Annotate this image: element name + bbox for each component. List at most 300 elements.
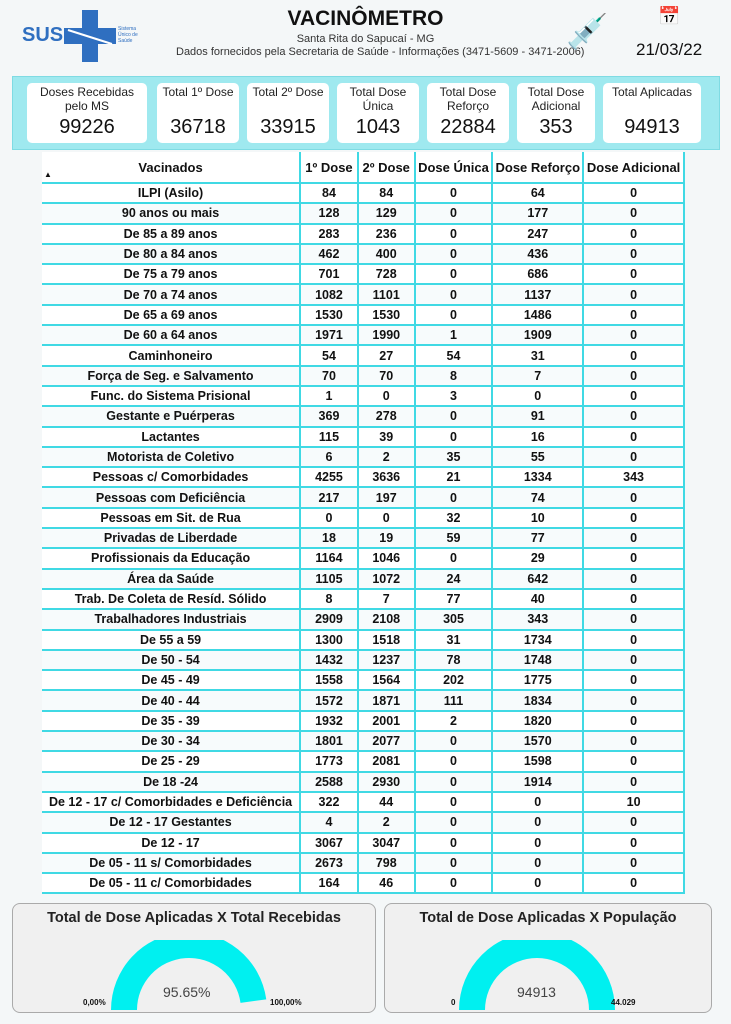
table-cell: 1834 (492, 690, 583, 710)
table-cell: 197 (358, 487, 415, 507)
table-cell: 0 (415, 873, 493, 893)
table-cell: 1082 (300, 284, 358, 304)
table-cell: 0 (583, 731, 684, 751)
row-label: Trab. De Coleta de Resíd. Sólido (42, 589, 300, 609)
table-cell: 44 (358, 792, 415, 812)
summary-card (603, 83, 701, 143)
summary-cards (12, 76, 720, 150)
table-cell: 24 (415, 569, 493, 589)
table-cell: 0 (415, 305, 493, 325)
card-value: 94913 (624, 116, 680, 138)
table-cell: 18 (300, 528, 358, 548)
table-cell: 46 (358, 873, 415, 893)
table-row (42, 264, 684, 284)
table-row (42, 224, 684, 244)
table-row (42, 609, 684, 629)
table-cell: 0 (415, 427, 493, 447)
table-cell: 2077 (358, 731, 415, 751)
table-cell: 1773 (300, 751, 358, 771)
table-cell: 1334 (492, 467, 583, 487)
location: Santa Rita do Sapucaí - MG (296, 33, 435, 45)
table-cell: 177 (492, 203, 583, 223)
table-cell: 0 (583, 508, 684, 528)
table-cell: 217 (300, 487, 358, 507)
table-cell: 343 (583, 467, 684, 487)
gauge-value: 94913 (517, 984, 556, 1000)
table-cell: 39 (358, 427, 415, 447)
table-cell: 2 (358, 447, 415, 467)
column-label: Dose Única (418, 159, 489, 175)
table-row (42, 873, 684, 893)
row-label: Pessoas com Deficiência (42, 487, 300, 507)
summary-card (517, 83, 595, 143)
table-cell: 0 (300, 508, 358, 528)
table-cell: 1564 (358, 670, 415, 690)
column-label: 2º Dose (362, 159, 410, 175)
table-cell: 8 (300, 589, 358, 609)
table-cell: 3047 (358, 833, 415, 853)
table-cell: 35 (415, 447, 493, 467)
table-cell: 436 (492, 244, 583, 264)
table-cell: 343 (492, 609, 583, 629)
row-label: Força de Seg. e Salvamento (42, 366, 300, 386)
date: 21/03/22 (636, 40, 703, 59)
table-cell: 40 (492, 589, 583, 609)
table-cell: 54 (300, 345, 358, 365)
row-label: De 75 a 79 anos (42, 264, 300, 284)
row-label: 90 anos ou mais (42, 203, 300, 223)
table-row (42, 487, 684, 507)
table-cell: 1801 (300, 731, 358, 751)
table-row (42, 690, 684, 710)
table-cell: 10 (492, 508, 583, 528)
row-label: De 40 - 44 (42, 690, 300, 710)
card-label: Doses Recebidas pelo MS (39, 85, 135, 113)
summary-card (157, 83, 239, 143)
table-cell: 0 (492, 833, 583, 853)
row-label: ILPI (Asilo) (42, 183, 300, 203)
row-label: De 70 a 74 anos (42, 284, 300, 304)
table-row (42, 731, 684, 751)
table-row (42, 447, 684, 467)
card-label: Total Dose Adicional (527, 85, 585, 113)
table-cell: 0 (583, 224, 684, 244)
card-label: Total 2º Dose (252, 85, 324, 99)
row-label: De 12 - 17 (42, 833, 300, 853)
table-cell: 1105 (300, 569, 358, 589)
table-cell: 2 (415, 711, 493, 731)
column-label: 1º Dose (305, 159, 353, 175)
table-row (42, 630, 684, 650)
table-cell: 111 (415, 690, 493, 710)
table-cell: 1570 (492, 731, 583, 751)
summary-card (247, 83, 329, 143)
table-cell: 283 (300, 224, 358, 244)
table-row (42, 345, 684, 365)
table-cell: 1748 (492, 650, 583, 670)
table-cell: 0 (415, 203, 493, 223)
table-cell: 642 (492, 569, 583, 589)
table-cell: 2001 (358, 711, 415, 731)
table-cell: 0 (583, 447, 684, 467)
table-cell: 70 (300, 366, 358, 386)
table-row (42, 406, 684, 426)
table-cell: 0 (583, 203, 684, 223)
card-value: 99226 (59, 116, 115, 138)
table-cell: 0 (415, 812, 493, 832)
table-row (42, 812, 684, 832)
table-cell: 0 (415, 264, 493, 284)
card-value: 33915 (260, 116, 316, 138)
table-cell: 2 (358, 812, 415, 832)
row-label: Motorista de Coletivo (42, 447, 300, 467)
gauge-population (457, 940, 617, 1012)
table-cell: 84 (300, 183, 358, 203)
table-cell: 1572 (300, 690, 358, 710)
table-cell: 1101 (358, 284, 415, 304)
table-cell: 3636 (358, 467, 415, 487)
card-label: Total Aplicadas (611, 85, 693, 99)
table-row (42, 569, 684, 589)
table-cell: 31 (415, 630, 493, 650)
table-row (42, 386, 684, 406)
column-label: Vacinados (138, 159, 203, 175)
table-cell: 0 (415, 244, 493, 264)
row-label: De 18 -24 (42, 772, 300, 792)
table-cell: 1072 (358, 569, 415, 589)
table-cell: 2930 (358, 772, 415, 792)
column-header[interactable] (42, 152, 300, 183)
table-cell: 1598 (492, 751, 583, 771)
table-cell: 1164 (300, 548, 358, 568)
card-label: Total 1º Dose (162, 85, 234, 99)
table-cell: 29 (492, 548, 583, 568)
row-label: Profissionais da Educação (42, 548, 300, 568)
row-label: De 45 - 49 (42, 670, 300, 690)
table-cell: 27 (358, 345, 415, 365)
gauge-min: 0,00% (83, 998, 106, 1007)
table-cell: 400 (358, 244, 415, 264)
table-cell: 59 (415, 528, 493, 548)
row-label: Caminhoneiro (42, 345, 300, 365)
card-value: 22884 (440, 116, 496, 138)
table-cell: 1909 (492, 325, 583, 345)
table-cell: 0 (583, 345, 684, 365)
table-cell: 686 (492, 264, 583, 284)
table-cell: 0 (583, 751, 684, 771)
table-cell: 0 (415, 792, 493, 812)
table-cell: 0 (583, 528, 684, 548)
row-label: De 05 - 11 c/ Comorbidades (42, 873, 300, 893)
table-row (42, 751, 684, 771)
summary-card (337, 83, 419, 143)
table-cell: 4255 (300, 467, 358, 487)
table-cell: 0 (583, 609, 684, 629)
table-cell: 0 (415, 183, 493, 203)
table-cell: 0 (415, 772, 493, 792)
table-cell: 128 (300, 203, 358, 223)
row-label: De 35 - 39 (42, 711, 300, 731)
table-cell: 0 (415, 731, 493, 751)
table-row (42, 772, 684, 792)
row-label: De 12 - 17 c/ Comorbidades e Deficiência (42, 792, 300, 812)
table-cell: 164 (300, 873, 358, 893)
table-cell: 0 (415, 224, 493, 244)
table-cell: 64 (492, 183, 583, 203)
table-row (42, 203, 684, 223)
table-cell: 0 (358, 386, 415, 406)
table-cell: 74 (492, 487, 583, 507)
row-label: Pessoas em Sit. de Rua (42, 508, 300, 528)
table-cell: 1530 (300, 305, 358, 325)
table-cell: 1871 (358, 690, 415, 710)
column-label: Dose Adicional (586, 159, 681, 175)
table-cell: 0 (415, 284, 493, 304)
syringe-virus-icon: 💉 (566, 13, 609, 51)
table-cell: 0 (492, 873, 583, 893)
table-cell: 6 (300, 447, 358, 467)
card-value: 1043 (355, 116, 401, 138)
table-cell: 0 (583, 366, 684, 386)
table-cell: 0 (492, 386, 583, 406)
table-cell: 16 (492, 427, 583, 447)
table-cell: 91 (492, 406, 583, 426)
table-cell: 0 (583, 548, 684, 568)
gauge-title: Total de Dose Aplicadas X Total Recebidas (47, 910, 341, 926)
table-cell: 84 (358, 183, 415, 203)
table-cell: 2108 (358, 609, 415, 629)
table-cell: 0 (415, 833, 493, 853)
row-label: De 05 - 11 s/ Comorbidades (42, 853, 300, 873)
gauge-max: 44.029 (611, 998, 636, 1007)
card-value: 353 (539, 116, 573, 138)
table-cell: 1518 (358, 630, 415, 650)
vaccination-table (42, 152, 685, 894)
row-label: Lactantes (42, 427, 300, 447)
table-cell: 1820 (492, 711, 583, 731)
table-cell: 19 (358, 528, 415, 548)
column-header[interactable] (300, 152, 358, 183)
table-cell: 0 (583, 244, 684, 264)
row-label: Área da Saúde (42, 569, 300, 589)
table-cell: 2673 (300, 853, 358, 873)
row-label: Privadas de Liberdade (42, 528, 300, 548)
row-label: Gestante e Puérperas (42, 406, 300, 426)
table-row (42, 325, 684, 345)
row-label: De 25 - 29 (42, 751, 300, 771)
table-cell: 32 (415, 508, 493, 528)
table-cell: 0 (583, 812, 684, 832)
table-cell: 247 (492, 224, 583, 244)
column-header[interactable] (415, 152, 493, 183)
card-label: Total Dose Única (349, 85, 407, 113)
column-header[interactable] (358, 152, 415, 183)
page-title: VACINÔMETRO (287, 7, 444, 30)
table-cell: 0 (583, 427, 684, 447)
row-label: De 65 a 69 anos (42, 305, 300, 325)
table-cell: 0 (583, 325, 684, 345)
row-label: De 60 a 64 anos (42, 325, 300, 345)
table-cell: 1300 (300, 630, 358, 650)
table-cell: 1990 (358, 325, 415, 345)
table-cell: 0 (583, 589, 684, 609)
table-cell: 0 (415, 406, 493, 426)
sus-logo: SUS Sistema Único de Saúde (22, 10, 142, 62)
table-cell: 3067 (300, 833, 358, 853)
table-cell: 0 (583, 873, 684, 893)
table-cell: 0 (583, 386, 684, 406)
table-cell: 1914 (492, 772, 583, 792)
table-cell: 0 (583, 569, 684, 589)
table-cell: 21 (415, 467, 493, 487)
table-row (42, 528, 684, 548)
gauge-panel-received (12, 903, 376, 1013)
table-cell: 115 (300, 427, 358, 447)
data-source: Dados fornecidos pela Secretaria de Saúde - Informações (3471-5609 - 3471-2006) (176, 46, 585, 58)
table-cell: 1432 (300, 650, 358, 670)
table-cell: 798 (358, 853, 415, 873)
table-cell: 0 (583, 406, 684, 426)
table-cell: 55 (492, 447, 583, 467)
card-value: 36718 (170, 116, 226, 138)
table-cell: 0 (583, 711, 684, 731)
card-label: Total Dose Reforço (439, 85, 497, 113)
row-label: De 50 - 54 (42, 650, 300, 670)
table-cell: 1486 (492, 305, 583, 325)
table-cell: 7 (492, 366, 583, 386)
row-label: Trabalhadores Industriais (42, 609, 300, 629)
table-cell: 0 (583, 284, 684, 304)
table-cell: 0 (583, 853, 684, 873)
table-row (42, 670, 684, 690)
gauge-title: Total de Dose Aplicadas X População (419, 910, 677, 926)
table-cell: 0 (583, 305, 684, 325)
table-cell: 0 (492, 853, 583, 873)
row-label: Pessoas c/ Comorbidades (42, 467, 300, 487)
table-cell: 2081 (358, 751, 415, 771)
column-header[interactable] (492, 152, 583, 183)
table-row (42, 589, 684, 609)
table-cell: 0 (583, 650, 684, 670)
gauge-panel-population (384, 903, 712, 1013)
table-cell: 1530 (358, 305, 415, 325)
table-cell: 0 (583, 264, 684, 284)
table-cell: 2909 (300, 609, 358, 629)
table-cell: 0 (415, 853, 493, 873)
gauge-min: 0 (451, 998, 456, 1007)
calendar-icon: 📅 (658, 6, 681, 26)
row-label: De 12 - 17 Gestantes (42, 812, 300, 832)
table-cell: 0 (358, 508, 415, 528)
table-cell: 1734 (492, 630, 583, 650)
table-cell: 7 (358, 589, 415, 609)
row-label: Func. do Sistema Prisional (42, 386, 300, 406)
table-cell: 70 (358, 366, 415, 386)
table-row (42, 427, 684, 447)
table-cell: 0 (492, 812, 583, 832)
table-cell: 236 (358, 224, 415, 244)
gauge-value: 95.65% (163, 984, 211, 1000)
table-cell: 0 (583, 487, 684, 507)
table-cell: 278 (358, 406, 415, 426)
summary-card (427, 83, 509, 143)
table-cell: 0 (583, 183, 684, 203)
table-cell: 728 (358, 264, 415, 284)
table-row (42, 284, 684, 304)
summary-card (27, 83, 147, 143)
table-row (42, 183, 684, 203)
table-row (42, 366, 684, 386)
table-cell: 369 (300, 406, 358, 426)
table-cell: 0 (415, 548, 493, 568)
table-cell: 0 (583, 630, 684, 650)
table-row (42, 853, 684, 873)
table-cell: 701 (300, 264, 358, 284)
row-label: De 55 a 59 (42, 630, 300, 650)
table-cell: 1971 (300, 325, 358, 345)
column-header[interactable] (583, 152, 684, 183)
table-cell: 1237 (358, 650, 415, 670)
table-cell: 0 (415, 487, 493, 507)
table-cell: 1 (415, 325, 493, 345)
table-cell: 1 (300, 386, 358, 406)
table-row (42, 244, 684, 264)
row-label: De 30 - 34 (42, 731, 300, 751)
row-label: De 85 a 89 anos (42, 224, 300, 244)
table-cell: 3 (415, 386, 493, 406)
table-row (42, 792, 684, 812)
table-row (42, 650, 684, 670)
table-cell: 4 (300, 812, 358, 832)
table-cell: 1932 (300, 711, 358, 731)
table-cell: 0 (415, 751, 493, 771)
table-cell: 54 (415, 345, 493, 365)
table-cell: 0 (583, 670, 684, 690)
gauge-max: 100,00% (270, 998, 302, 1007)
table-cell: 1558 (300, 670, 358, 690)
table-cell: 8 (415, 366, 493, 386)
table-cell: 0 (492, 792, 583, 812)
table-cell: 77 (415, 589, 493, 609)
table-cell: 462 (300, 244, 358, 264)
table-cell: 31 (492, 345, 583, 365)
row-label: De 80 a 84 anos (42, 244, 300, 264)
table-row (42, 508, 684, 528)
table-row (42, 833, 684, 853)
gauge-received (109, 940, 269, 1012)
table-cell: 1775 (492, 670, 583, 690)
table-cell: 77 (492, 528, 583, 548)
table-row (42, 711, 684, 731)
table-cell: 202 (415, 670, 493, 690)
table-cell: 2588 (300, 772, 358, 792)
sort-icon[interactable]: ▲ (44, 170, 52, 179)
table-cell: 1046 (358, 548, 415, 568)
table-row (42, 548, 684, 568)
table-cell: 305 (415, 609, 493, 629)
table-cell: 322 (300, 792, 358, 812)
table-cell: 78 (415, 650, 493, 670)
table-cell: 10 (583, 792, 684, 812)
column-label: Dose Reforço (495, 159, 581, 175)
table-row (42, 305, 684, 325)
table-cell: 0 (583, 690, 684, 710)
table-cell: 1137 (492, 284, 583, 304)
table-cell: 0 (583, 833, 684, 853)
table-row (42, 467, 684, 487)
table-cell: 129 (358, 203, 415, 223)
table-cell: 0 (583, 772, 684, 792)
